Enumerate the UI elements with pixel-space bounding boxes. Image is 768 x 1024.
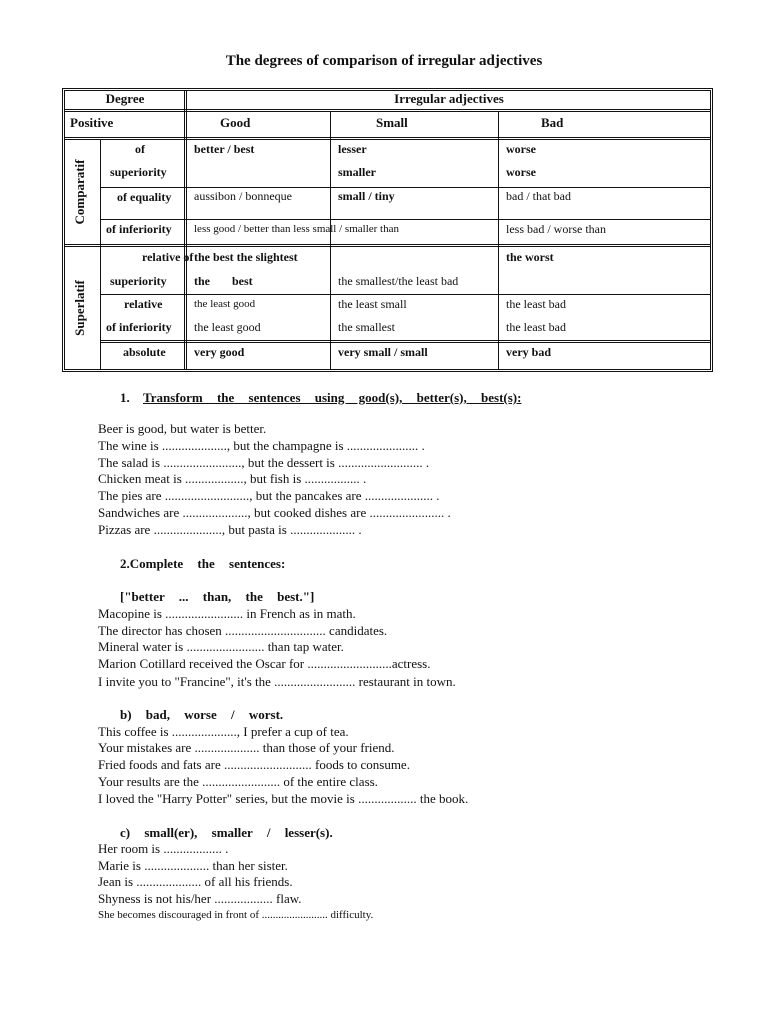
positive-label: Positive — [70, 115, 114, 130]
col-rule-good — [330, 112, 331, 370]
positive-good: Good — [220, 115, 251, 130]
cmp-sup-small-2: smaller — [338, 165, 376, 179]
cmp-eq-good: aussibon / bonneque — [194, 189, 292, 203]
sup-inf-bad-2: the least bad — [506, 320, 566, 334]
sup-rel-small: the smallest/the least bad — [338, 274, 459, 288]
sup-rel-good-1: the best the slightest — [194, 250, 298, 264]
exercise-line: The salad is ........................, but the dessert is .......................... . — [98, 455, 430, 470]
positive-small: Small — [376, 115, 408, 130]
exercise-line: Chicken meat is .................., but fish is ................. . — [98, 471, 367, 486]
cmp-inf-bad: less bad / worse than — [506, 222, 606, 236]
rule-under-relative-superiority — [100, 294, 710, 295]
cmp-eq-label: of equality — [117, 190, 172, 204]
cmp-sup-small-1: lesser — [338, 142, 367, 156]
cmp-inf-label: of inferiority — [106, 222, 172, 236]
sup-inf-good-2: the least good — [194, 320, 261, 334]
cmp-sup-good: better / best — [194, 142, 255, 156]
cmp-sup-bad-1: worse — [506, 142, 536, 156]
sup-inf-small-1: the least small — [338, 297, 407, 311]
cmp-eq-bad: bad / that bad — [506, 189, 571, 203]
header-degree: Degree — [105, 91, 145, 106]
sup-inf-small-2: the smallest — [338, 320, 395, 334]
exercise-line: Fried foods and fats are ........................... foods to consume. — [98, 757, 410, 772]
sup-rel-bad: the worst — [506, 250, 554, 264]
exercise-line: Her room is .................. . — [98, 841, 229, 856]
sup-rel-good-2b: best — [232, 274, 253, 288]
exercise-line: The pies are .........................., but the pancakes are ..................... . — [98, 488, 440, 503]
sup-rel-good-2a: the — [194, 274, 210, 288]
sup-inf-good-1: the least good — [194, 298, 256, 310]
sup-abs-good: very good — [194, 345, 245, 359]
section-2c-heading: c) small(er), smaller / lesser(s). — [120, 825, 333, 840]
sup-inf-relative: relative — [124, 297, 163, 311]
exercise-line: Your mistakes are .................... than those of your friend. — [98, 740, 395, 755]
exercise-line: Mineral water is ........................ than tap water. — [98, 639, 344, 654]
header-irregular: Irregular adjectives — [394, 91, 504, 106]
cmp-eq-small: small / tiny — [338, 189, 395, 203]
exercise-line: This coffee is ...................., I prefer a cup of tea. — [98, 724, 349, 739]
cmp-inf-good-small: less good / better than less small / smaller than — [194, 223, 399, 235]
exercise-line: Pizzas are ....................., but pasta is .................... . — [98, 522, 362, 537]
exercise-line: Beer is good, but water is better. — [98, 421, 267, 436]
sup-abs-bad: very bad — [506, 345, 551, 359]
cmp-sup-of: of — [135, 142, 145, 156]
comparison-table — [62, 88, 713, 372]
section-2b-heading: b) bad, worse / worst. — [120, 707, 284, 722]
exercise-line: Marie is .................... than her sister. — [98, 858, 288, 873]
rule-under-positive — [64, 137, 710, 140]
superlatif-label: Superlatif — [72, 280, 87, 336]
exercise-line: The wine is ...................., but the champagne is ...................... . — [98, 438, 425, 453]
exercise-line: Marion Cotillard received the Oscar for ..........................actress. — [98, 656, 431, 671]
section-2a-heading: ["better ... than, the best."] — [120, 589, 315, 604]
cmp-sup-bad-2: worse — [506, 165, 536, 179]
positive-bad: Bad — [541, 115, 564, 130]
exercise-line: She becomes discouraged in front of ........................ difficulty. — [98, 909, 374, 921]
col-rule-group — [100, 140, 101, 370]
page-title: The degrees of comparison of irregular adjectives — [225, 53, 543, 69]
exercise-line: I loved the "Harry Potter" series, but the movie is .................. the book. — [98, 791, 469, 806]
sup-abs-small: very small / small — [338, 345, 428, 359]
rule-under-superiority — [100, 187, 710, 188]
exercise-line: Shyness is not his/her .................. flaw. — [98, 891, 302, 906]
exercise-line: I invite you to "Francine", it's the ......................... restaurant in town. — [98, 674, 456, 689]
exercise-line: Sandwiches are ...................., but cooked dishes are ....................... . — [98, 505, 451, 520]
sup-inf-of-inferiority: of inferiority — [106, 320, 172, 334]
sup-abs-label: absolute — [123, 345, 166, 359]
exercise-line: Jean is .................... of all his friends. — [98, 874, 293, 889]
col-rule-degree — [184, 90, 187, 370]
section-2-heading: 2.Complete the sentences: — [120, 556, 286, 571]
exercise-line: Your results are the ........................ of the entire class. — [98, 774, 378, 789]
rule-under-comparatif — [64, 244, 710, 247]
exercise-line: Macopine is ........................ in French as in math. — [98, 606, 356, 621]
cmp-sup-superiority: superiority — [110, 165, 167, 179]
rule-under-relative-inferiority — [100, 340, 710, 343]
sup-inf-bad-1: the least bad — [506, 297, 566, 311]
exercise-line: The director has chosen ............................... candidates. — [98, 623, 388, 638]
sup-rel-of: relative of — [142, 250, 194, 264]
col-rule-small — [498, 112, 499, 370]
section-1-number: 1. — [120, 390, 130, 405]
rule-under-equality — [100, 219, 710, 220]
sup-rel-superiority: superiority — [110, 274, 167, 288]
section-1-heading: Transform the sentences using good(s), better(s), best(s): — [143, 390, 522, 405]
rule-under-header — [64, 109, 710, 112]
comparatif-label: Comparatif — [72, 159, 87, 225]
